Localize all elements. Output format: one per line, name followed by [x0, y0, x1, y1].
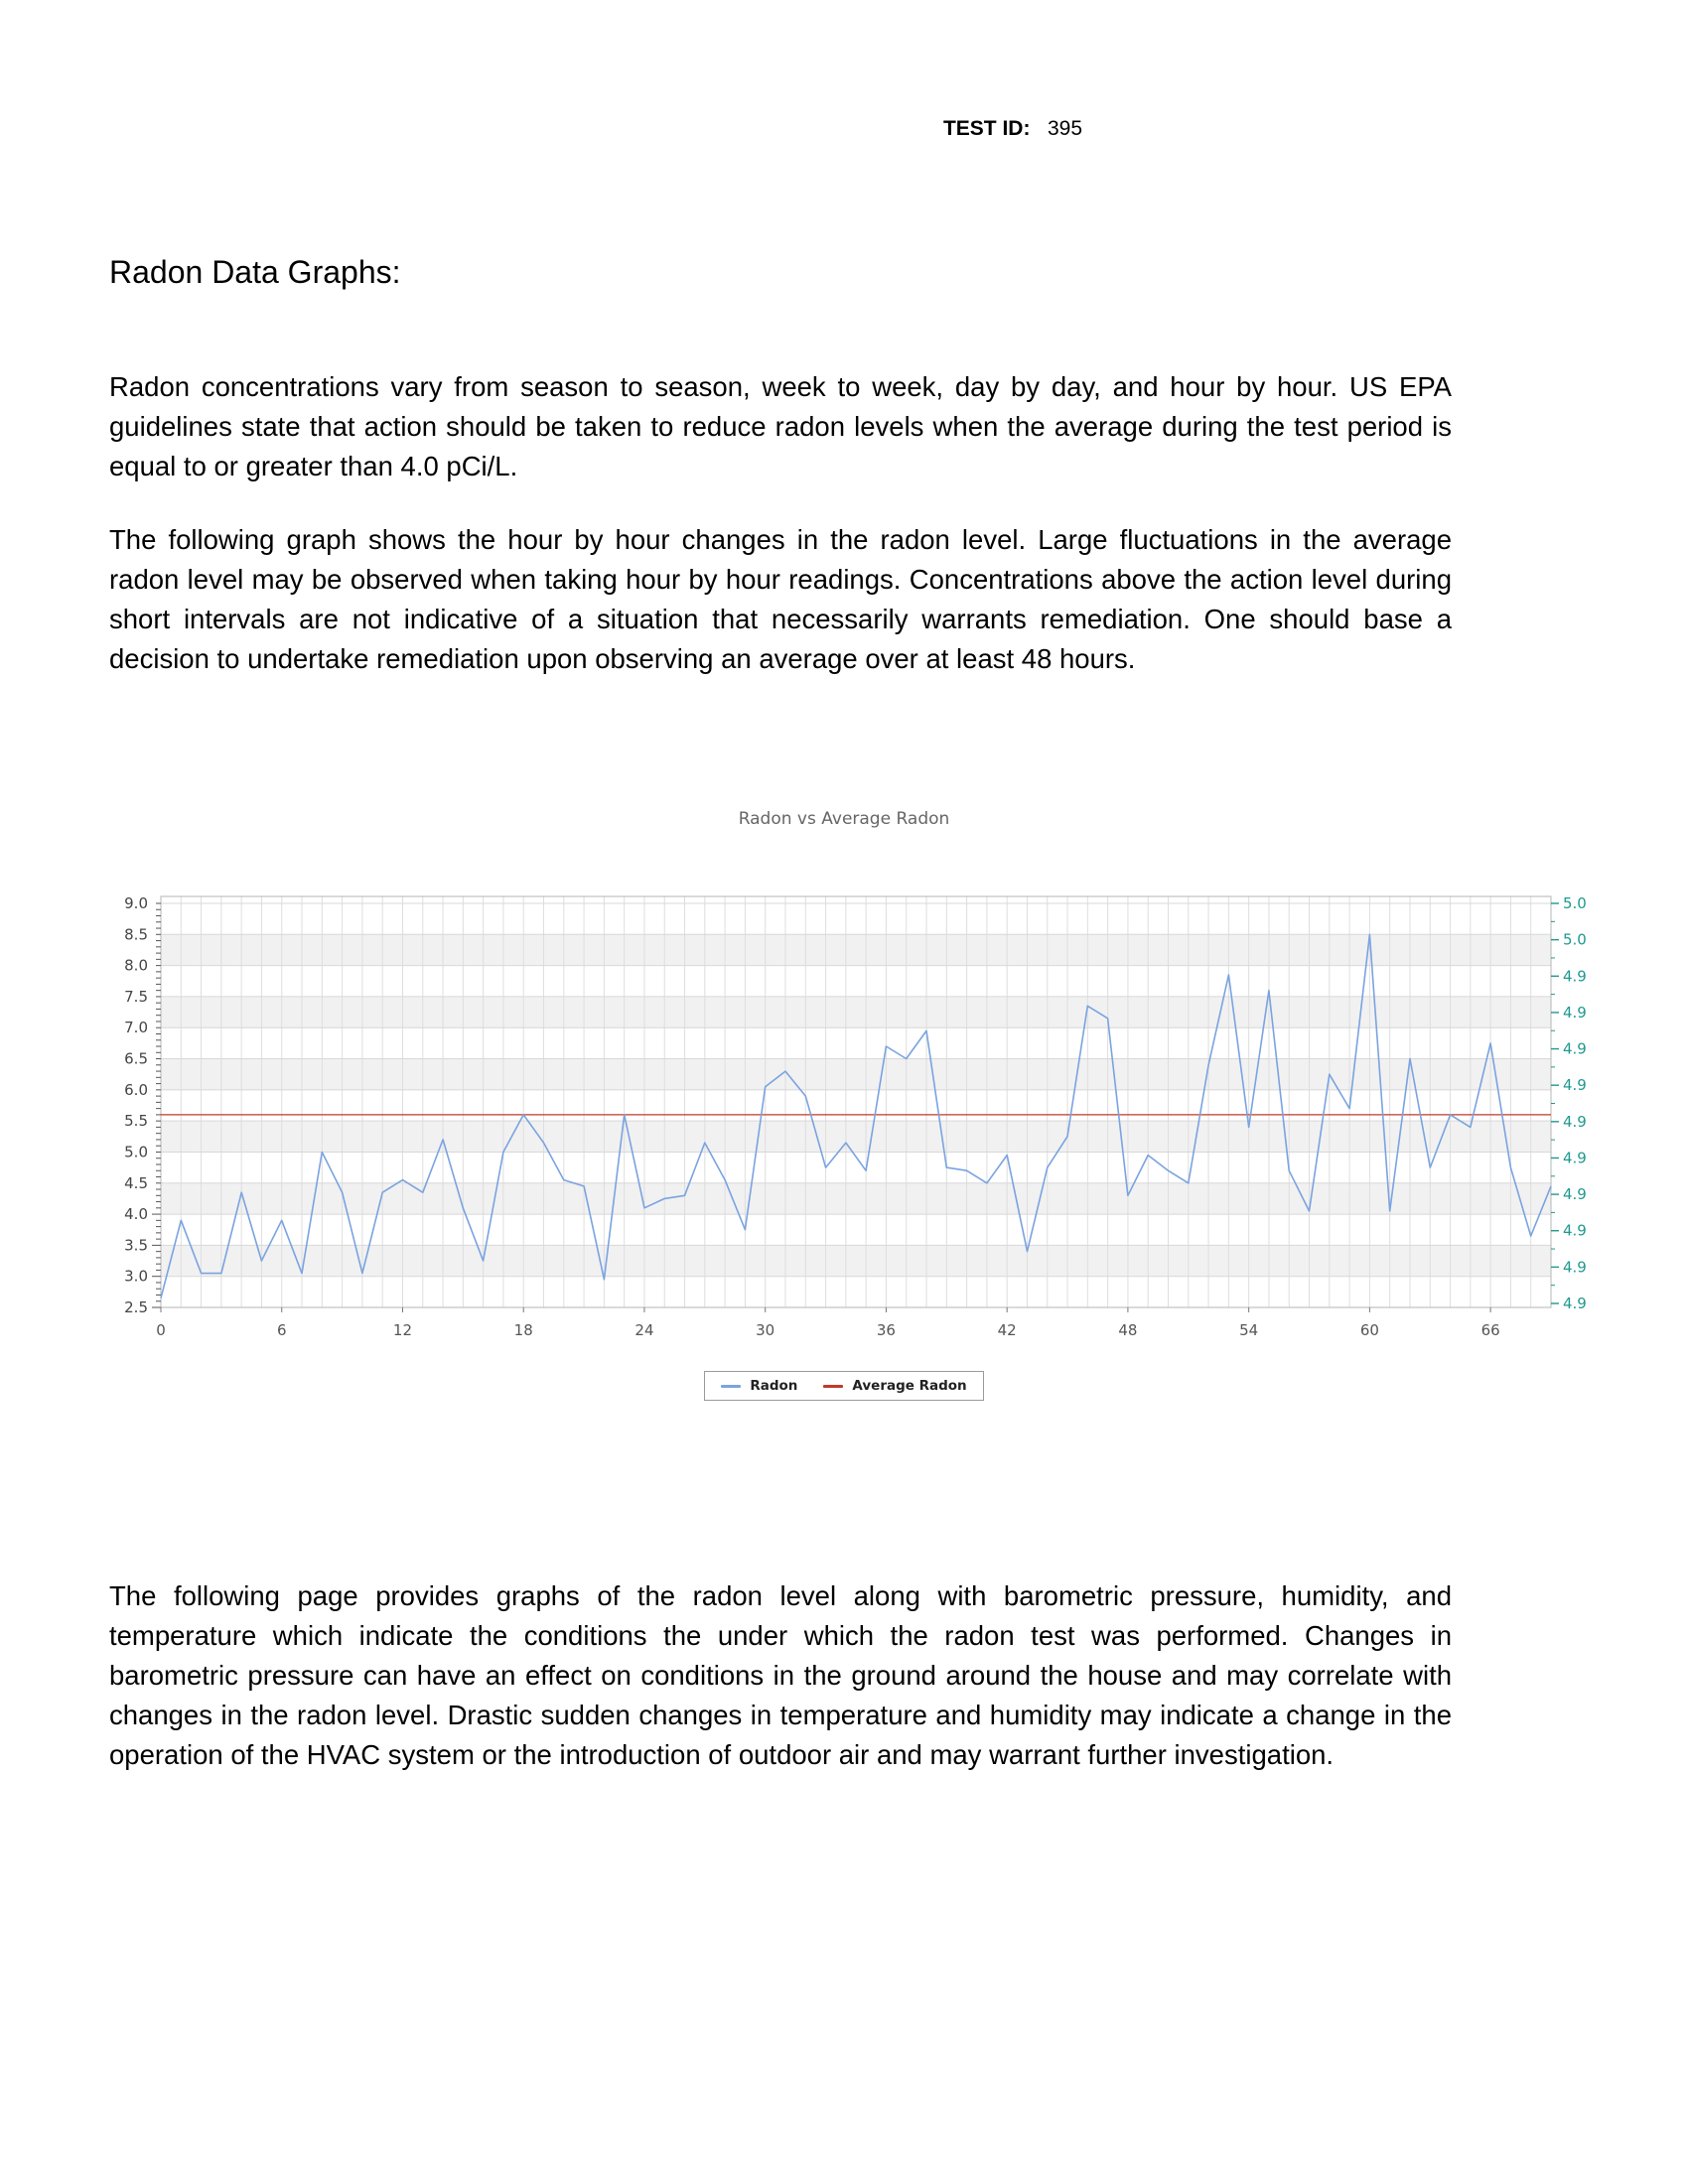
svg-text:9.0: 9.0 — [124, 894, 148, 912]
svg-text:6.5: 6.5 — [124, 1049, 148, 1068]
paragraph-intro: Radon concentrations vary from season to season, week to week, day by day, and hour by hour. US EPA guidelines state that action should be taken to reduce radon levels when the average during the test period is equal to or greater than 4.0 pCi/L. — [109, 370, 1452, 481]
svg-text:4.9: 4.9 — [1563, 1039, 1587, 1058]
svg-text:4.9: 4.9 — [1563, 1185, 1587, 1204]
svg-text:48: 48 — [1118, 1321, 1138, 1339]
svg-text:60: 60 — [1359, 1321, 1379, 1339]
svg-text:5.0: 5.0 — [1563, 894, 1587, 912]
paragraph-graph-info: The following graph shows the hour by hour changes in the radon level. Large fluctuations in the average radon level may be observed when taking hour by hour readings. Concentrations above the action level during short intervals are not indicative of a situation that necessarily warrants remediation. One should base a decision to undertake remediation upon observing an average over at least 48 hours. — [109, 523, 1452, 674]
svg-text:4.9: 4.9 — [1563, 967, 1587, 986]
svg-text:3.5: 3.5 — [124, 1236, 148, 1255]
svg-text:6.0: 6.0 — [124, 1080, 148, 1099]
legend-item-radon — [721, 1378, 797, 1394]
svg-text:36: 36 — [876, 1321, 896, 1339]
svg-text:5.0: 5.0 — [1563, 930, 1587, 949]
legend-label-average-radon: Average Radon — [852, 1378, 967, 1394]
svg-text:5.5: 5.5 — [124, 1112, 148, 1131]
svg-text:4.9: 4.9 — [1563, 1295, 1587, 1312]
svg-text:42: 42 — [997, 1321, 1017, 1339]
svg-text:8.5: 8.5 — [124, 925, 148, 944]
svg-text:4.5: 4.5 — [124, 1173, 148, 1192]
svg-text:6: 6 — [276, 1321, 287, 1339]
svg-text:4.9: 4.9 — [1563, 1149, 1587, 1167]
svg-text:4.0: 4.0 — [124, 1205, 148, 1224]
svg-text:8.0: 8.0 — [124, 956, 148, 975]
radon-chart — [0, 774, 1688, 1360]
legend-item-average-radon — [823, 1378, 966, 1394]
svg-text:4.9: 4.9 — [1563, 1221, 1587, 1240]
svg-text:7.0: 7.0 — [124, 1019, 148, 1037]
svg-text:2.5: 2.5 — [124, 1298, 148, 1316]
svg-text:30: 30 — [756, 1321, 775, 1339]
svg-text:4.9: 4.9 — [1563, 1076, 1587, 1095]
legend-label-radon: Radon — [750, 1378, 798, 1394]
svg-text:18: 18 — [513, 1321, 533, 1339]
svg-text:4.9: 4.9 — [1563, 1112, 1587, 1131]
test-id-line — [338, 117, 1688, 141]
svg-text:54: 54 — [1239, 1321, 1259, 1339]
svg-text:5.0: 5.0 — [124, 1143, 148, 1161]
chart-legend — [0, 1371, 1688, 1401]
svg-text:3.0: 3.0 — [124, 1267, 148, 1286]
radon-line-swatch — [721, 1385, 741, 1388]
svg-text:4.9: 4.9 — [1563, 1003, 1587, 1022]
svg-text:7.5: 7.5 — [124, 987, 148, 1006]
svg-text:4.9: 4.9 — [1563, 1258, 1587, 1277]
test-id-value: 395 — [1047, 117, 1083, 140]
svg-text:0: 0 — [156, 1321, 166, 1339]
svg-text:24: 24 — [634, 1321, 654, 1339]
paragraph-next-page: The following page provides graphs of the radon level along with barometric pressure, humidity, and temperature which indicate the conditions the under which the radon test was performed. Changes in barometric pressure can have an effect on conditions in the ground around the house and may correlate with changes in the radon level. Drastic sudden changes in temperature and humidity may indicate a change in the operation of the HVAC system or the introduction of outdoor air and may warrant further investigation. — [109, 1579, 1452, 1770]
average-radon-line-swatch — [823, 1385, 843, 1388]
page-title: Radon Data Graphs: — [109, 254, 401, 290]
svg-text:12: 12 — [392, 1321, 413, 1339]
svg-text:66: 66 — [1480, 1321, 1500, 1339]
svg-text:Radon vs Average Radon: Radon vs Average Radon — [738, 809, 950, 829]
test-id-label: TEST ID: — [942, 117, 1031, 140]
